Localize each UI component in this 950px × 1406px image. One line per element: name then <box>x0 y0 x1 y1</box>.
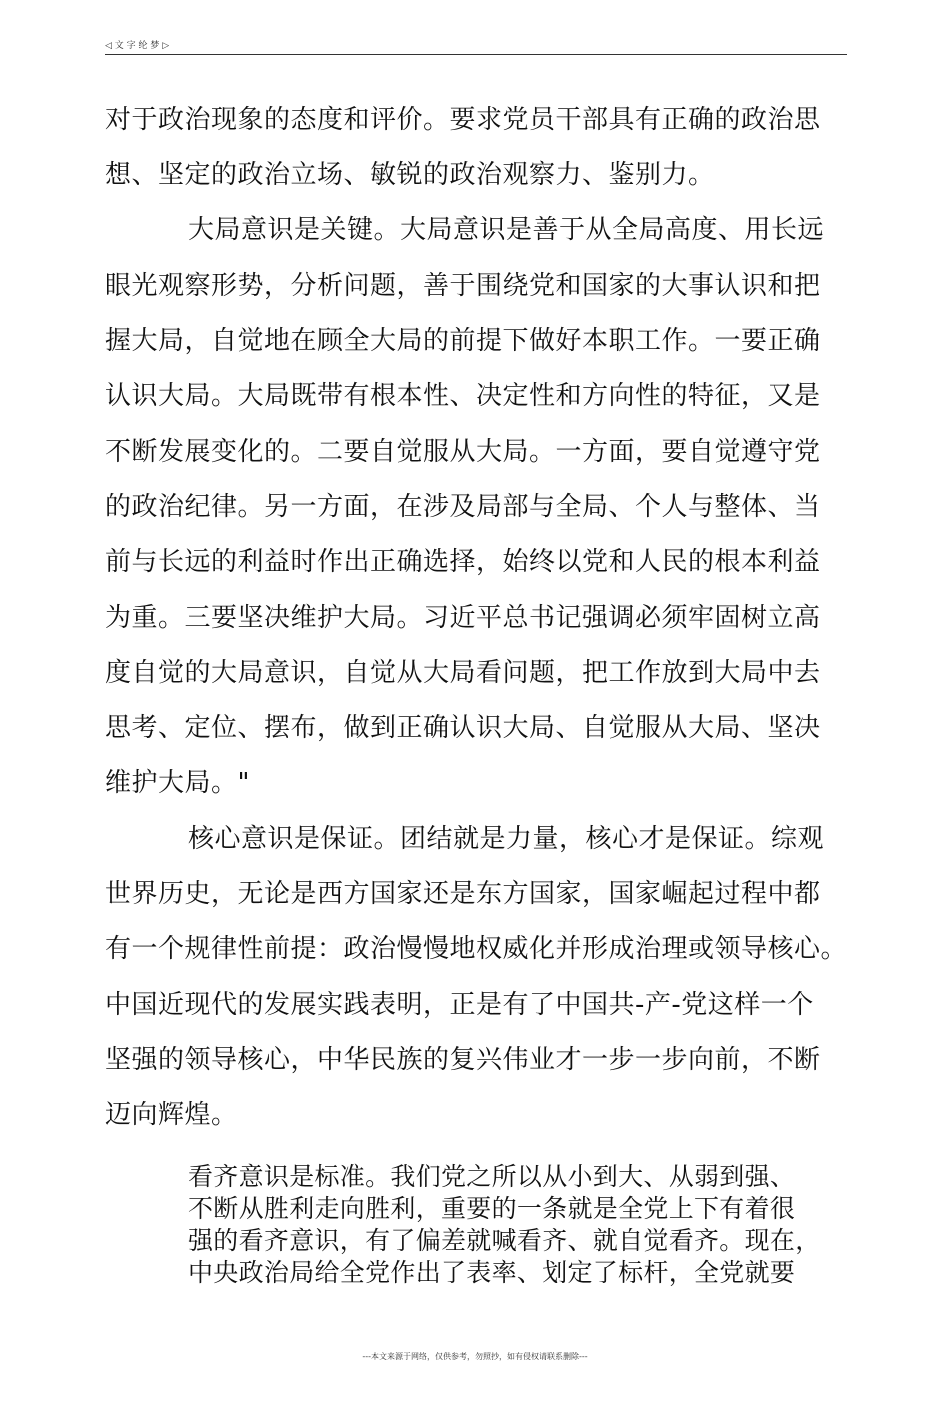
paragraph-line: 维护大局。" <box>105 768 250 798</box>
page-header <box>105 40 847 54</box>
paragraph-line: 前与长远的利益时作出正确选择，始终以党和人民的根本利益 <box>105 547 821 577</box>
paragraph-line: 世界历史，无论是西方国家还是东方国家，国家崛起过程中都 <box>105 879 821 909</box>
paragraph-line: 握大局，自觉地在顾全大局的前提下做好本职工作。一要正确 <box>105 326 821 356</box>
paragraph-line: 为重。三要坚决维护大局。习近平总书记强调必须牢固树立高 <box>105 603 821 633</box>
paragraph-line: 强的看齐意识，有了偏差就喊看齐、就自觉看齐。现在， <box>188 1226 821 1255</box>
paragraph-line: 对于政治现象的态度和评价。要求党员干部具有正确的政治思 <box>105 105 821 135</box>
paragraph-line: 看齐意识是标准。我们党之所以从小到大、从弱到强、 <box>188 1162 796 1191</box>
right-triangle-icon: ▷ <box>162 41 170 51</box>
paragraph-line: 迈向辉煌。 <box>105 1100 238 1130</box>
paragraph-line: 中央政治局给全党作出了表率、划定了标杆，全党就要 <box>188 1258 796 1287</box>
paragraph-line: 不断发展变化的。二要自觉服从大局。一方面，要自觉遵守党 <box>105 437 821 467</box>
header-divider <box>105 54 847 55</box>
left-triangle-icon: ◁ <box>105 41 112 51</box>
paragraph-line: 核心意识是保证。团结就是力量，核心才是保证。综观 <box>188 824 825 854</box>
paragraph-line: 认识大局。大局既带有根本性、决定性和方向性的特征，又是 <box>105 381 821 411</box>
header-title: 文 字 纶 梦 <box>114 41 160 51</box>
paragraph-line: 的政治纪律。另一方面，在涉及局部与全局、个人与整体、当 <box>105 492 821 522</box>
paragraph-line: 度自觉的大局意识，自觉从大局看问题，把工作放到大局中去 <box>105 658 821 688</box>
paragraph-line: 眼光观察形势，分析问题，善于围绕党和国家的大事认识和把 <box>105 271 821 301</box>
paragraph-line: 大局意识是关键。大局意识是善于从全局高度、用长远 <box>188 215 825 245</box>
paragraph-line: 中国近现代的发展实践表明，正是有了中国共-产-党这样一个 <box>105 990 814 1020</box>
page-footer-note: ---本文来源于网络，仅供参考，勿照抄，如有侵权请联系删除--- <box>362 1352 588 1361</box>
paragraph-line: 思考、定位、摆布，做到正确认识大局、自觉服从大局、坚决 <box>105 713 821 743</box>
paragraph-line: 坚强的领导核心，中华民族的复兴伟业才一步一步向前，不断 <box>105 1045 821 1075</box>
paragraph-line: 想、坚定的政治立场、敏锐的政治观察力、鉴别力。 <box>105 160 715 190</box>
paragraph-line: 不断从胜利走向胜利，重要的一条就是全党上下有着很 <box>188 1194 796 1223</box>
paragraph-line: 有一个规律性前提：政治慢慢地权威化并形成治理或领导核心。 <box>105 934 848 964</box>
